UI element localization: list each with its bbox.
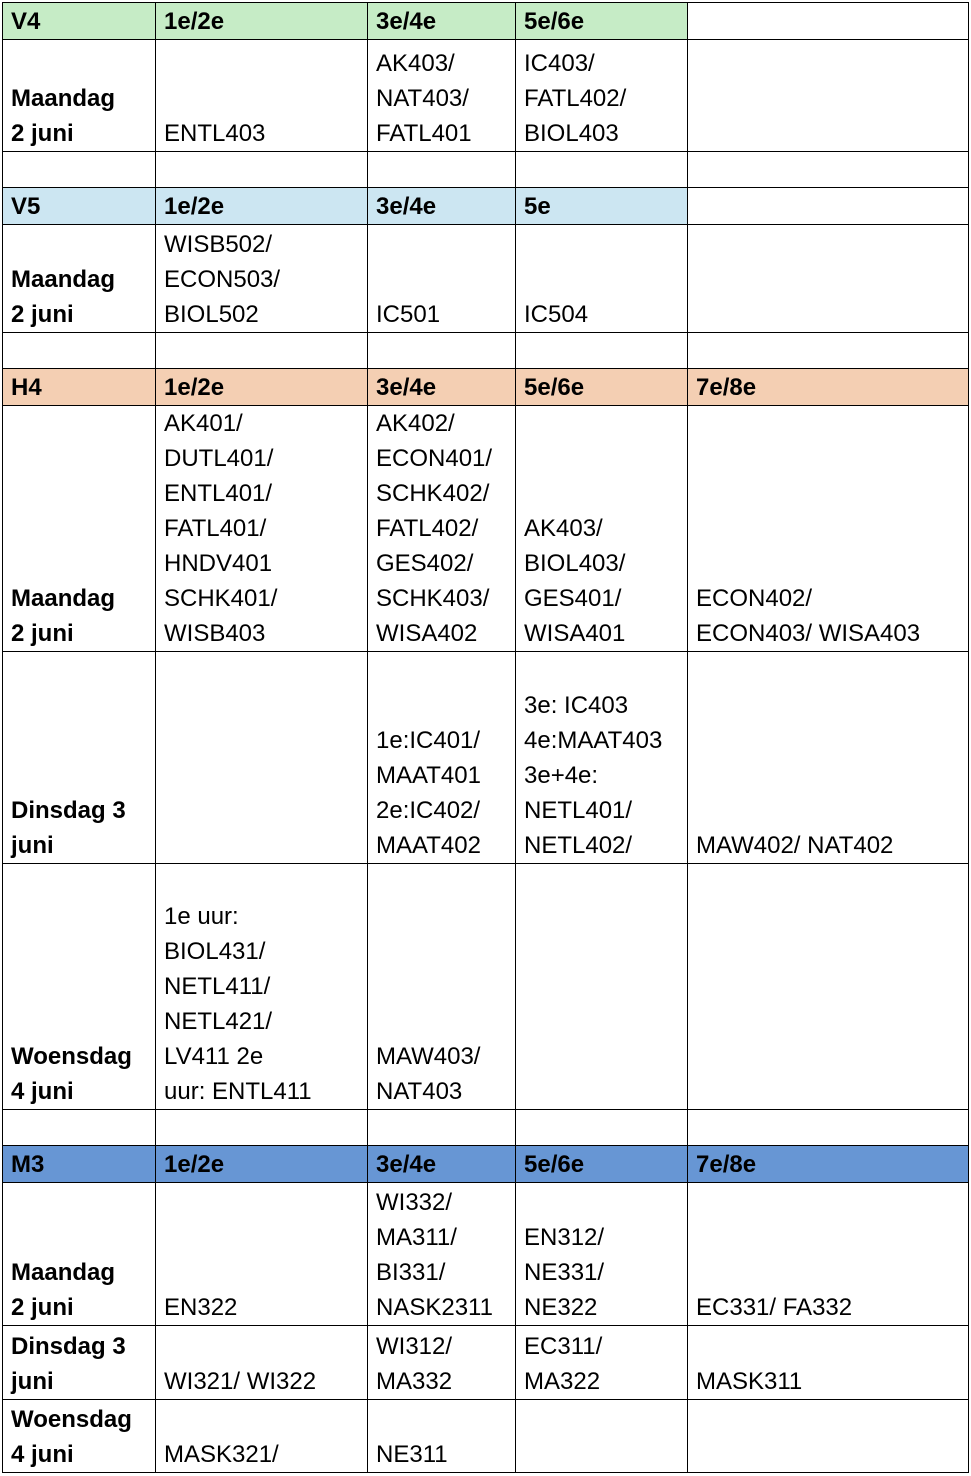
exam-cell: 1e:IC401/ MAAT401 2e:IC402/ MAAT402: [368, 652, 516, 864]
header-row-h4: [3, 369, 969, 406]
header-row-v5: [3, 188, 969, 225]
day-cell: Maandag 2 juni: [3, 406, 156, 652]
exam-cell: [516, 864, 688, 1110]
table-row: [3, 40, 969, 152]
group-label: V4: [3, 3, 156, 40]
slot-header: 5e/6e: [516, 369, 688, 406]
exam-cell: AK402/ ECON401/ SCHK402/ FATL402/ GES402/ SCHK403/ WISA402: [368, 406, 516, 652]
spacer-cell: [516, 333, 688, 369]
group-label: M3: [3, 1146, 156, 1183]
spacer-cell: [3, 1110, 156, 1146]
exam-cell: EC331/ FA332: [688, 1183, 969, 1326]
slot-header: 3e/4e: [368, 188, 516, 225]
table-row: [3, 406, 969, 652]
exam-cell: ECON402/ ECON403/ WISA403: [688, 406, 969, 652]
spacer-cell: [688, 1110, 969, 1146]
exam-cell: [688, 864, 969, 1110]
spacer-cell: [156, 333, 368, 369]
exam-cell: IC403/ FATL402/ BIOL403: [516, 40, 688, 152]
day-cell: Woensdag 4 juni: [3, 864, 156, 1110]
slot-header: 5e/6e: [516, 1146, 688, 1183]
group-label: V5: [3, 188, 156, 225]
day-cell: Dinsdag 3 juni: [3, 1326, 156, 1400]
slot-header: 3e/4e: [368, 1146, 516, 1183]
exam-cell: WI321/ WI322: [156, 1326, 368, 1400]
table-row: [3, 1183, 969, 1326]
table-row: [3, 225, 969, 333]
spacer-row: [3, 1110, 969, 1146]
table-row: [3, 652, 969, 864]
exam-cell: EN322: [156, 1183, 368, 1326]
day-cell: Maandag 2 juni: [3, 40, 156, 152]
exam-cell: IC501: [368, 225, 516, 333]
spacer-cell: [688, 333, 969, 369]
header-row-m3: [3, 1146, 969, 1183]
spacer-cell: [3, 152, 156, 188]
exam-cell: EN312/ NE331/ NE322: [516, 1183, 688, 1326]
exam-cell: [688, 1400, 969, 1473]
exam-cell: AK401/ DUTL401/ ENTL401/ FATL401/ HNDV401 SCHK401/ WISB403: [156, 406, 368, 652]
slot-header: 1e/2e: [156, 3, 368, 40]
exam-cell: 1e uur: BIOL431/ NETL411/ NETL421/ LV411 2e uur: ENTL411: [156, 864, 368, 1110]
table-row: [3, 1326, 969, 1400]
spacer-cell: [368, 152, 516, 188]
spacer-cell: [156, 1110, 368, 1146]
exam-cell: EC311/ MA322: [516, 1326, 688, 1400]
spacer-cell: [156, 152, 368, 188]
slot-header: 7e/8e: [688, 369, 969, 406]
spacer-cell: [368, 333, 516, 369]
day-cell: Maandag 2 juni: [3, 1183, 156, 1326]
exam-cell: [516, 1400, 688, 1473]
exam-cell: [156, 652, 368, 864]
exam-cell: [688, 225, 969, 333]
exam-cell: ENTL403: [156, 40, 368, 152]
exam-cell: WISB502/ ECON503/ BIOL502: [156, 225, 368, 333]
slot-header: 1e/2e: [156, 1146, 368, 1183]
exam-cell: IC504: [516, 225, 688, 333]
day-cell: Dinsdag 3 juni: [3, 652, 156, 864]
slot-header: 5e/6e: [516, 3, 688, 40]
exam-cell: AK403/ NAT403/ FATL401: [368, 40, 516, 152]
header-row-v4: [3, 3, 969, 40]
slot-header: 1e/2e: [156, 188, 368, 225]
exam-cell: WI312/ MA332: [368, 1326, 516, 1400]
spacer-row: [3, 333, 969, 369]
exam-cell: WI332/ MA311/ BI331/ NASK2311: [368, 1183, 516, 1326]
spacer-cell: [368, 1110, 516, 1146]
slot-header: 5e: [516, 188, 688, 225]
slot-header: [688, 188, 969, 225]
day-cell: Woensdag 4 juni: [3, 1400, 156, 1473]
exam-cell: [688, 40, 969, 152]
table-row: [3, 1400, 969, 1473]
exam-schedule-table: [2, 2, 969, 1473]
spacer-cell: [688, 152, 969, 188]
exam-cell: MAW402/ NAT402: [688, 652, 969, 864]
slot-header: 7e/8e: [688, 1146, 969, 1183]
spacer-cell: [3, 333, 156, 369]
spacer-cell: [516, 152, 688, 188]
spacer-cell: [516, 1110, 688, 1146]
spacer-row: [3, 152, 969, 188]
exam-cell: NE311: [368, 1400, 516, 1473]
exam-cell: 3e: IC403 4e:MAAT403 3e+4e: NETL401/ NETL402/: [516, 652, 688, 864]
table-row: [3, 864, 969, 1110]
exam-cell: MAW403/ NAT403: [368, 864, 516, 1110]
slot-header: 3e/4e: [368, 369, 516, 406]
slot-header: [688, 3, 969, 40]
exam-cell: MASK321/: [156, 1400, 368, 1473]
exam-cell: AK403/ BIOL403/ GES401/ WISA401: [516, 406, 688, 652]
slot-header: 1e/2e: [156, 369, 368, 406]
exam-cell: MASK311: [688, 1326, 969, 1400]
day-cell: Maandag 2 juni: [3, 225, 156, 333]
slot-header: 3e/4e: [368, 3, 516, 40]
group-label: H4: [3, 369, 156, 406]
